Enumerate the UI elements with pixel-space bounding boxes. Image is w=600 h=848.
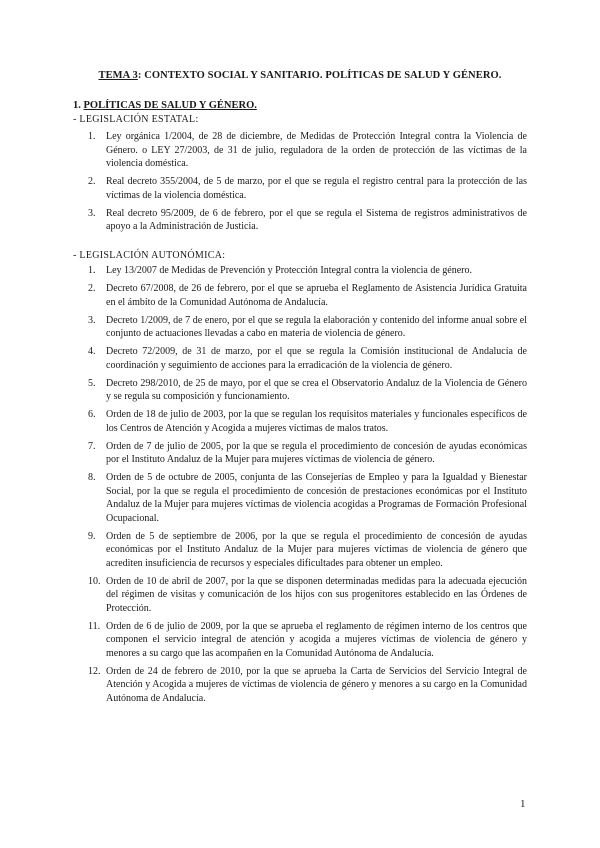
estatal-list (73, 130, 527, 238)
item-number: 12. (88, 665, 101, 677)
list-item (73, 665, 527, 706)
autonomica-heading: - LEGISLACIÓN AUTONÓMICA: (73, 250, 226, 261)
page-number: 1 (520, 798, 526, 810)
item-number: 3. (88, 207, 96, 219)
item-text: Ley orgánica 1/2004, de 28 de diciembre, de Medidas de Protección Integral contra la Violencia de Género. o LEY 27/2003, de 31 de julio, reguladora de la orden de protección de las víctimas de la violencia doméstica. (106, 131, 527, 169)
item-number: 3. (88, 314, 96, 326)
list-item (73, 264, 527, 278)
item-number: 11. (88, 620, 101, 632)
list-item (73, 440, 527, 467)
item-number: 9. (88, 530, 96, 542)
section-number: 1. (73, 100, 84, 111)
list-item (73, 314, 527, 341)
list-item (73, 207, 527, 234)
item-number: 2. (88, 283, 96, 294)
title-prefix: TEMA 3 (98, 70, 138, 81)
item-text: Decreto 298/2010, de 25 de mayo, por el que se crea el Observatorio Andaluz de la Violencia de Género y se regula su composición y funcionamiento. (106, 377, 527, 402)
item-number: 2. (88, 176, 96, 187)
item-text: Orden de 5 de septiembre de 2006, por la que se regula el procedimiento de concesión de ayudas económicas por el Instituto Andaluz de la Mujer para mujeres víctimas de violencia de género que acrediten insuficiencia de recursos y especiales dificultades para obtener un empleo. (106, 530, 527, 569)
estatal-heading: - LEGISLACIÓN ESTATAL: (73, 114, 199, 125)
list-item (73, 282, 527, 309)
item-text: Real decreto 95/2009, de 6 de febrero, por el que se regula el Sistema de registros administrativos de apoyo a la Administración de Justicia. (106, 207, 527, 232)
item-text: Orden de 6 de julio de 2009, por la que se aprueba el reglamento de régimen interno de los centros que componen el servicio integral de atención y acogida a mujeres víctimas de violencia de género y menores a su cargo que las acompañen en la Comunidad Autónoma de Andalucía. (106, 620, 527, 659)
title-rest: : CONTEXTO SOCIAL Y SANITARIO. POLÍTICAS DE SALUD Y GÉNERO. (137, 70, 502, 81)
item-text: Orden de 24 de febrero de 2010, por la que se aprueba la Carta de Servicios del Servicio Integral de Atención y Acogida a mujeres de víctimas de violencia de género y menores a su cargo en la Comunidad Autónoma de Andalucía. (106, 665, 527, 704)
item-number: 7. (88, 440, 96, 452)
item-text: Real decreto 355/2004, de 5 de marzo, por el que se regula el registro central para la protección de las víctimas de la violencia doméstica. (106, 176, 527, 201)
item-number: 5. (88, 377, 96, 389)
list-item (73, 620, 527, 661)
section-heading (73, 100, 257, 111)
list-item (73, 130, 527, 171)
item-text: Orden de 18 de julio de 2003, por la que se regulan los requisitos materiales y funcionales específicos de los Centros de Atención y Acogida a mujeres víctimas de malos tratos. (106, 409, 527, 434)
list-item (73, 575, 527, 616)
item-text: Decreto 1/2009, de 7 de enero, por el que se regula la elaboración y contenido del informe anual sobre el conjunto de actuaciones llevadas a cabo en materia de violencia de género. (106, 314, 527, 339)
list-item (73, 175, 527, 202)
autonomica-list (73, 264, 527, 710)
list-item (73, 408, 527, 435)
page-title (0, 70, 600, 81)
item-text: Orden de 5 de octubre de 2005, conjunta de las Consejerías de Empleo y para la Igualdad y Bienestar Social, por la que se regula el procedimiento de concesión de prestaciones económicas por el Instituto Andaluz de la Mujer para mujeres víctimas de violencia acogidas a Programas de Formación Profesional Ocupacional. (106, 472, 527, 524)
item-number: 8. (88, 472, 96, 483)
item-number: 10. (88, 575, 101, 587)
list-item (73, 377, 527, 404)
list-item (73, 471, 527, 525)
item-text: Decreto 67/2008, de 26 de febrero, por el que se aprueba el Reglamento de Asistencia Jurídica Gratuita en el ámbito de la Comunidad Autónoma de Andalucía. (106, 283, 527, 308)
list-item (73, 530, 527, 571)
item-number: 1. (88, 131, 96, 142)
item-text: Orden de 10 de abril de 2007, por la que se disponen determinadas medidas para la adecuada ejecución del régimen de visitas y comunicación de los hijos con sus progenitores establecido en las Órdenes de Protección. (106, 575, 527, 614)
list-item (73, 345, 527, 372)
item-number: 6. (88, 409, 96, 420)
item-text: Decreto 72/2009, de 31 de marzo, por el que se regula la Comisión institucional de Andalucía de coordinación y seguimiento de acciones para la erradicación de la violencia de género. (106, 346, 527, 371)
item-text: Orden de 7 de julio de 2005, por la que se regula el procedimiento de concesión de ayudas económicas por el Instituto Andaluz de la Mujer para mujeres víctimas de violencia de género. (106, 440, 527, 465)
item-number: 1. (88, 265, 96, 276)
item-text: Ley 13/2007 de Medidas de Prevención y Protección Integral contra la violencia de género. (106, 265, 472, 276)
item-number: 4. (88, 346, 96, 357)
section-title: POLÍTICAS DE SALUD Y GÉNERO. (83, 100, 257, 111)
